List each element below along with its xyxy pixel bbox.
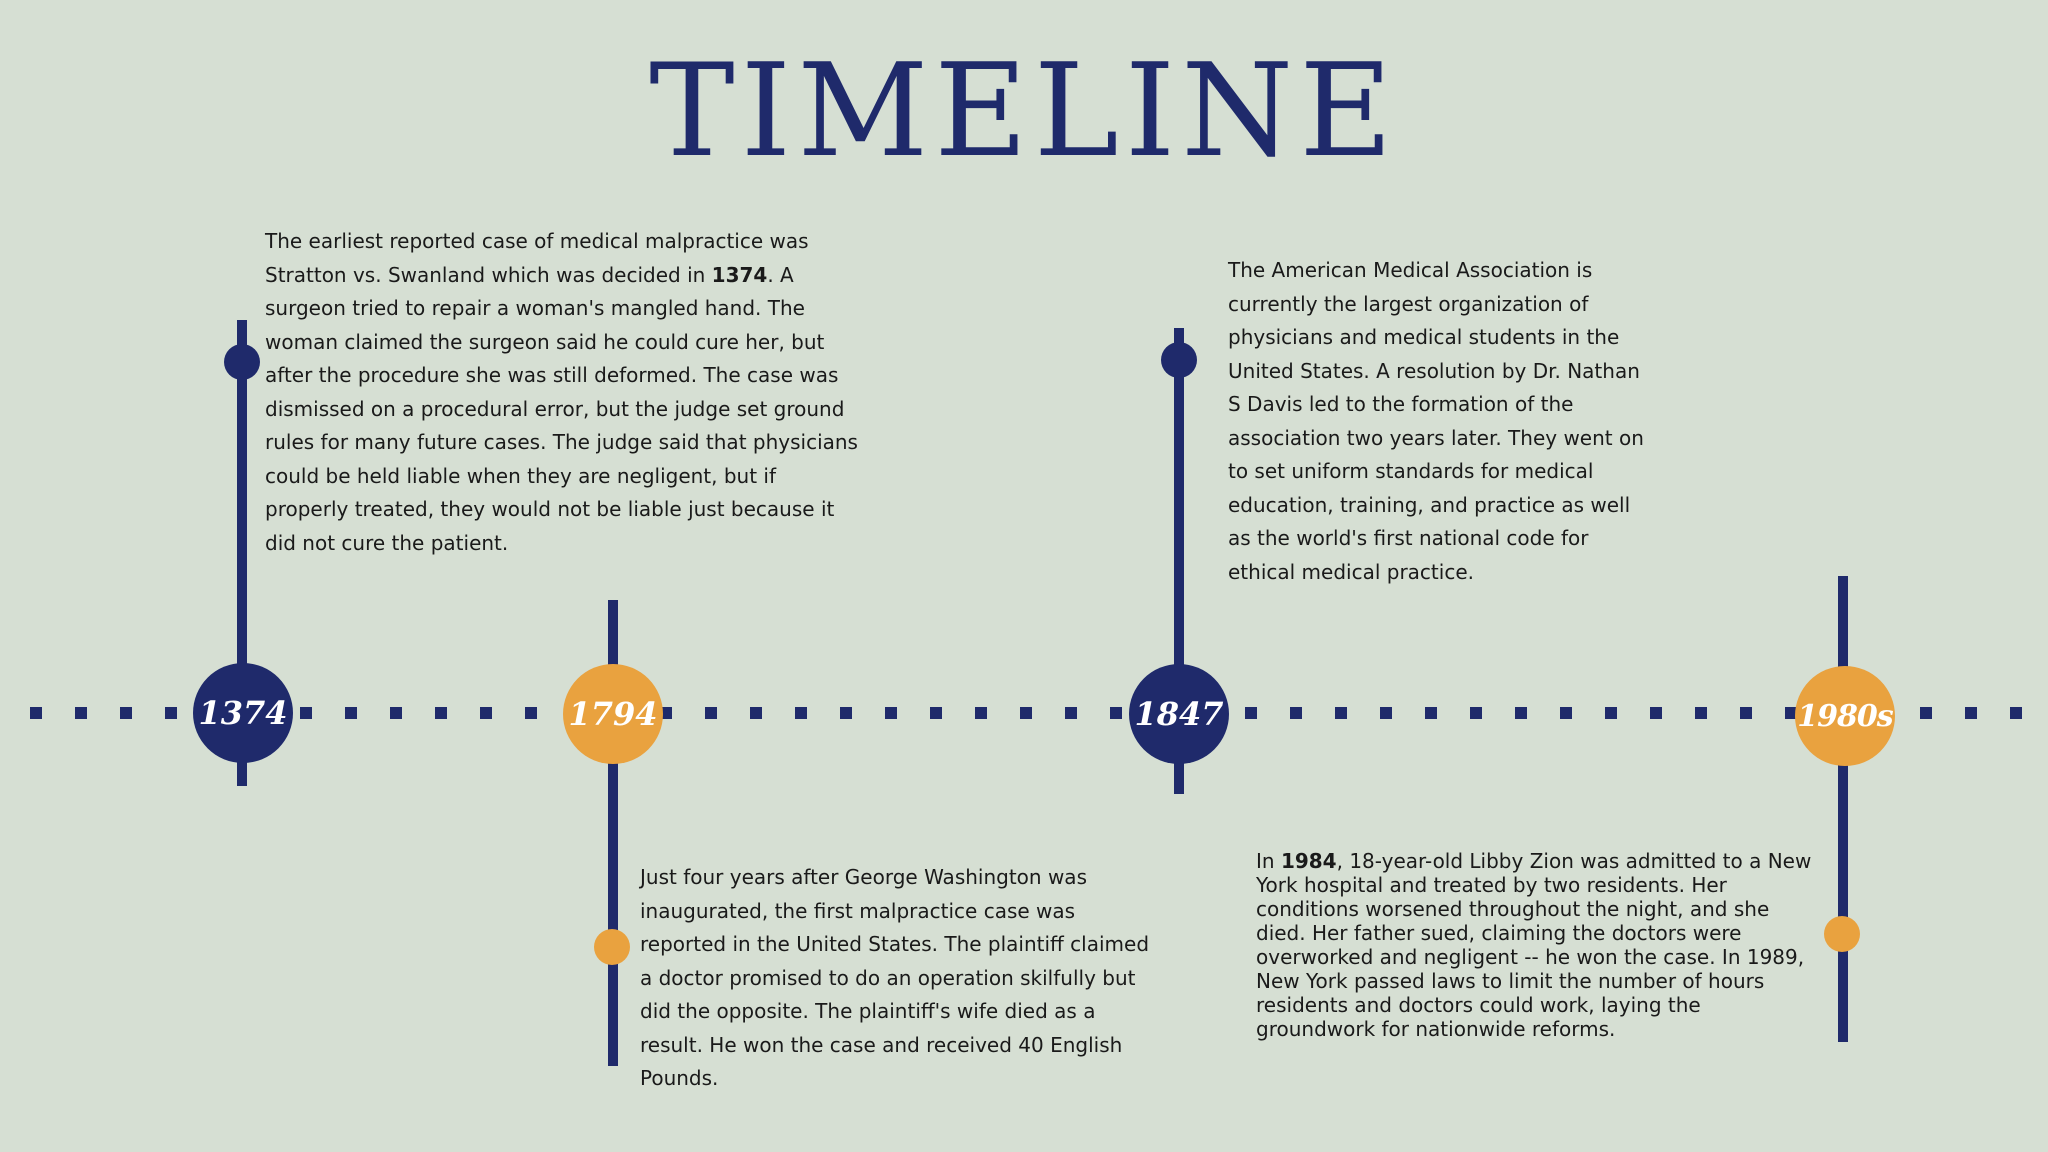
event-1374-node: 1374 bbox=[193, 663, 293, 763]
page-title: TIMELINE bbox=[649, 37, 1399, 186]
timeline-dot bbox=[1110, 707, 1122, 719]
timeline-dot bbox=[480, 707, 492, 719]
timeline-axis bbox=[30, 707, 2022, 719]
timeline-dot bbox=[705, 707, 717, 719]
timeline-dot bbox=[525, 707, 537, 719]
event-1794-node: 1794 bbox=[563, 664, 663, 764]
timeline-dot bbox=[840, 707, 852, 719]
timeline-dot bbox=[1290, 707, 1302, 719]
timeline-dot bbox=[1335, 707, 1347, 719]
event-1847-node: 1847 bbox=[1129, 664, 1229, 764]
event-1847-description: The American Medical Association is currently the largest organization of physicians and medical students in the United States. A resolution by Dr. Nathan S Davis led to the formation of the association two years later. They went on to set uniform standards for medical education, training, and practice as well as the world's first national code for ethical medical practice. bbox=[1228, 258, 1644, 584]
timeline-dot bbox=[1425, 707, 1437, 719]
timeline-dot bbox=[1515, 707, 1527, 719]
event-1847-knob bbox=[1161, 342, 1197, 378]
timeline-dot bbox=[1605, 707, 1617, 719]
timeline-dot bbox=[165, 707, 177, 719]
timeline-dot bbox=[750, 707, 762, 719]
timeline-dot bbox=[30, 707, 42, 719]
timeline-dot bbox=[1380, 707, 1392, 719]
event-1794-knob bbox=[594, 929, 630, 965]
timeline-dot bbox=[1560, 707, 1572, 719]
timeline-dot bbox=[930, 707, 942, 719]
timeline-dot bbox=[1020, 707, 1032, 719]
timeline-dot bbox=[1740, 707, 1752, 719]
timeline-dot bbox=[390, 707, 402, 719]
event-1374-knob bbox=[224, 344, 260, 380]
timeline-dot bbox=[435, 707, 447, 719]
timeline-dot bbox=[885, 707, 897, 719]
timeline-dot bbox=[120, 707, 132, 719]
timeline-dot bbox=[1965, 707, 1977, 719]
event-1980s-description: In 1984, 18-year-old Libby Zion was admitted to a New York hospital and treated by two residents. Her conditions worsened throughout the night, and she died. Her father sued, claiming the doctors were overworked and negligent -- he won the case. In 1989, New York passed laws to limit the number of hours residents and doctors could work, laying the groundwork for nationwide reforms. bbox=[1256, 849, 1812, 1041]
event-1980s-knob bbox=[1824, 916, 1860, 952]
event-1980s-stem bbox=[1838, 576, 1848, 1042]
timeline-dot bbox=[1920, 707, 1932, 719]
timeline-dot bbox=[1650, 707, 1662, 719]
timeline-dot bbox=[975, 707, 987, 719]
timeline-dot bbox=[345, 707, 357, 719]
timeline-dot bbox=[75, 707, 87, 719]
timeline-dot bbox=[300, 707, 312, 719]
event-1794-description: Just four years after George Washington was inaugurated, the first malpractice case was reported in the United States. The plaintiff claimed a doctor promised to do an operation skilfully but did the opposite. The plaintiff's wife died as a result. He won the case and received 40 English Pounds. bbox=[640, 865, 1150, 1090]
event-1980s-node: 1980s bbox=[1795, 666, 1895, 766]
timeline-dot bbox=[1245, 707, 1257, 719]
timeline-dot bbox=[1695, 707, 1707, 719]
timeline-dot bbox=[1470, 707, 1482, 719]
timeline-dot bbox=[1065, 707, 1077, 719]
timeline-dot bbox=[795, 707, 807, 719]
event-1374-description: The earliest reported case of medical malpractice was Stratton vs. Swanland which was decided in 1374. A surgeon tried to repair a woman's mangled hand. The woman claimed the surgeon said he could cure her, but after the procedure she was still deformed. The case was dismissed on a procedural error, but the judge set ground rules for many future cases. The judge said that physicians could be held liable when they are negligent, but if properly treated, they would not be liable just because it did not cure the patient. bbox=[265, 229, 858, 555]
timeline-dot bbox=[2010, 707, 2022, 719]
